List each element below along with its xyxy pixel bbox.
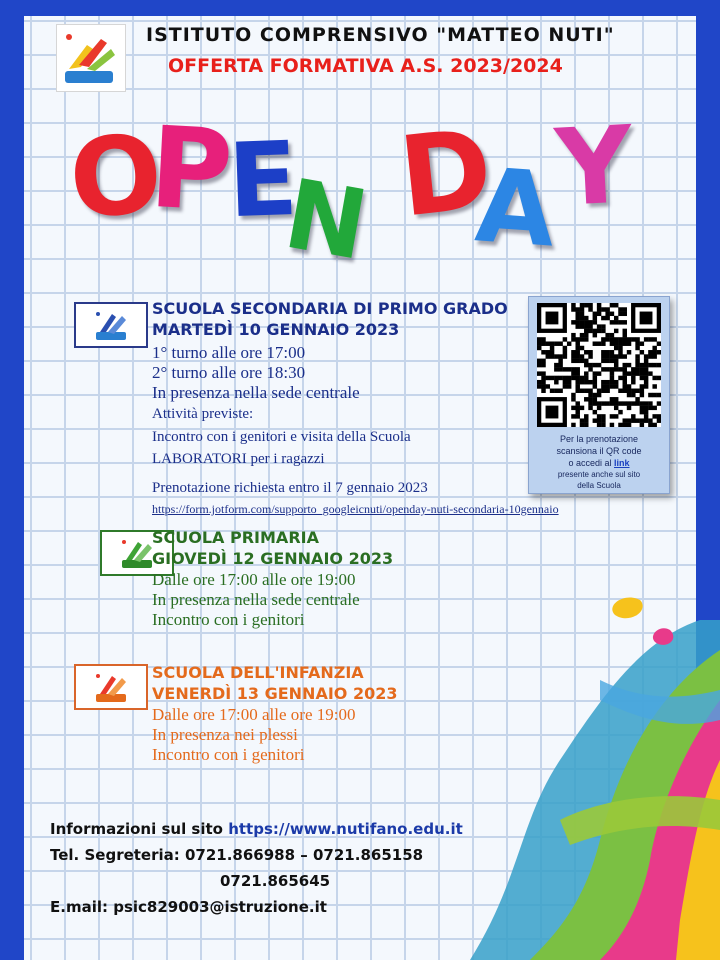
school-name: ISTITUTO COMPRENSIVO "MATTEO NUTI" — [146, 24, 615, 46]
infanzia-activity: Incontro con i genitori — [152, 745, 305, 764]
title-letter-n: N — [276, 157, 376, 283]
hands-icon — [57, 25, 125, 91]
qr-link[interactable]: link — [614, 458, 630, 468]
qr-card — [528, 296, 670, 494]
secondaria-icon-box — [74, 302, 148, 348]
infanzia-time: Dalle ore 17:00 alle ore 19:00 — [152, 705, 356, 724]
qr-pattern — [537, 303, 661, 427]
secondaria-place: In presenza nella sede centrale — [152, 383, 360, 402]
footer-site-link[interactable]: https://www.nutifano.edu.it — [228, 820, 463, 838]
title-letter-a: A — [471, 146, 560, 271]
secondaria-activity-visit: Incontro con i genitori e visita della Scuola — [152, 429, 411, 445]
qr-line-5: della Scuola — [577, 481, 621, 490]
infanzia-icon-box — [74, 664, 148, 710]
title-letter-y: Y — [552, 103, 636, 230]
footer-tel-extra: 0721.865645 — [220, 872, 331, 890]
qr-line-1: Per la prenotazione — [559, 434, 639, 444]
qr-line-3 — [533, 457, 665, 469]
qr-instructions — [533, 433, 665, 491]
primaria-place: In presenza nella sede centrale — [152, 590, 360, 609]
hands-icon — [76, 304, 146, 346]
title-letter-p: P — [146, 102, 236, 238]
hands-icon — [76, 666, 146, 708]
footer-info-label: Informazioni sul sito — [50, 820, 229, 838]
infanzia-place: In presenza nei plessi — [152, 725, 298, 744]
qr-code[interactable] — [537, 303, 661, 427]
footer-info — [50, 820, 463, 838]
offer-title: OFFERTA FORMATIVA A.S. 2023/2024 — [168, 55, 563, 77]
primaria-activity: Incontro con i genitori — [152, 610, 305, 629]
footer-email: E.mail: psic829003@istruzione.it — [50, 898, 327, 916]
qr-line-3-prefix: o accedi al — [568, 458, 614, 468]
qr-line-4: presente anche sul sito — [557, 470, 641, 479]
qr-line-2: scansiona il QR code — [556, 446, 642, 456]
primaria-time: Dalle ore 17:00 alle ore 19:00 — [152, 570, 356, 589]
title-letter-o: O — [65, 111, 167, 244]
secondaria-activities-label: Attività previste: — [152, 406, 254, 422]
infanzia-date: VENERDÌ 13 GENNAIO 2023 — [152, 684, 398, 703]
school-logo — [56, 24, 126, 92]
primaria-date: GIOVEDÌ 12 GENNAIO 2023 — [152, 549, 394, 568]
footer-tel: Tel. Segreteria: 0721.866988 – 0721.865158 — [50, 846, 424, 864]
primaria-title: SCUOLA PRIMARIA — [152, 528, 319, 547]
secondaria-booking: Prenotazione richiesta entro il 7 gennaio 2023 — [152, 480, 428, 496]
secondaria-date: MARTEDÌ 10 GENNAIO 2023 — [152, 320, 400, 339]
secondaria-booking-link[interactable]: https://form.jotform.com/supporto_googleicnuti/openday-nuti-secondaria-10gennaio — [152, 502, 559, 516]
title-letter-e: E — [225, 119, 300, 242]
title-letter-d: D — [393, 104, 498, 242]
secondaria-turno1: 1° turno alle ore 17:00 — [152, 343, 306, 362]
infanzia-title: SCUOLA DELL'INFANZIA — [152, 663, 364, 682]
secondaria-title: SCUOLA SECONDARIA DI PRIMO GRADO — [152, 299, 508, 318]
secondaria-turno2: 2° turno alle ore 18:30 — [152, 363, 306, 382]
secondaria-activity-labs: LABORATORI per i ragazzi — [152, 451, 325, 467]
